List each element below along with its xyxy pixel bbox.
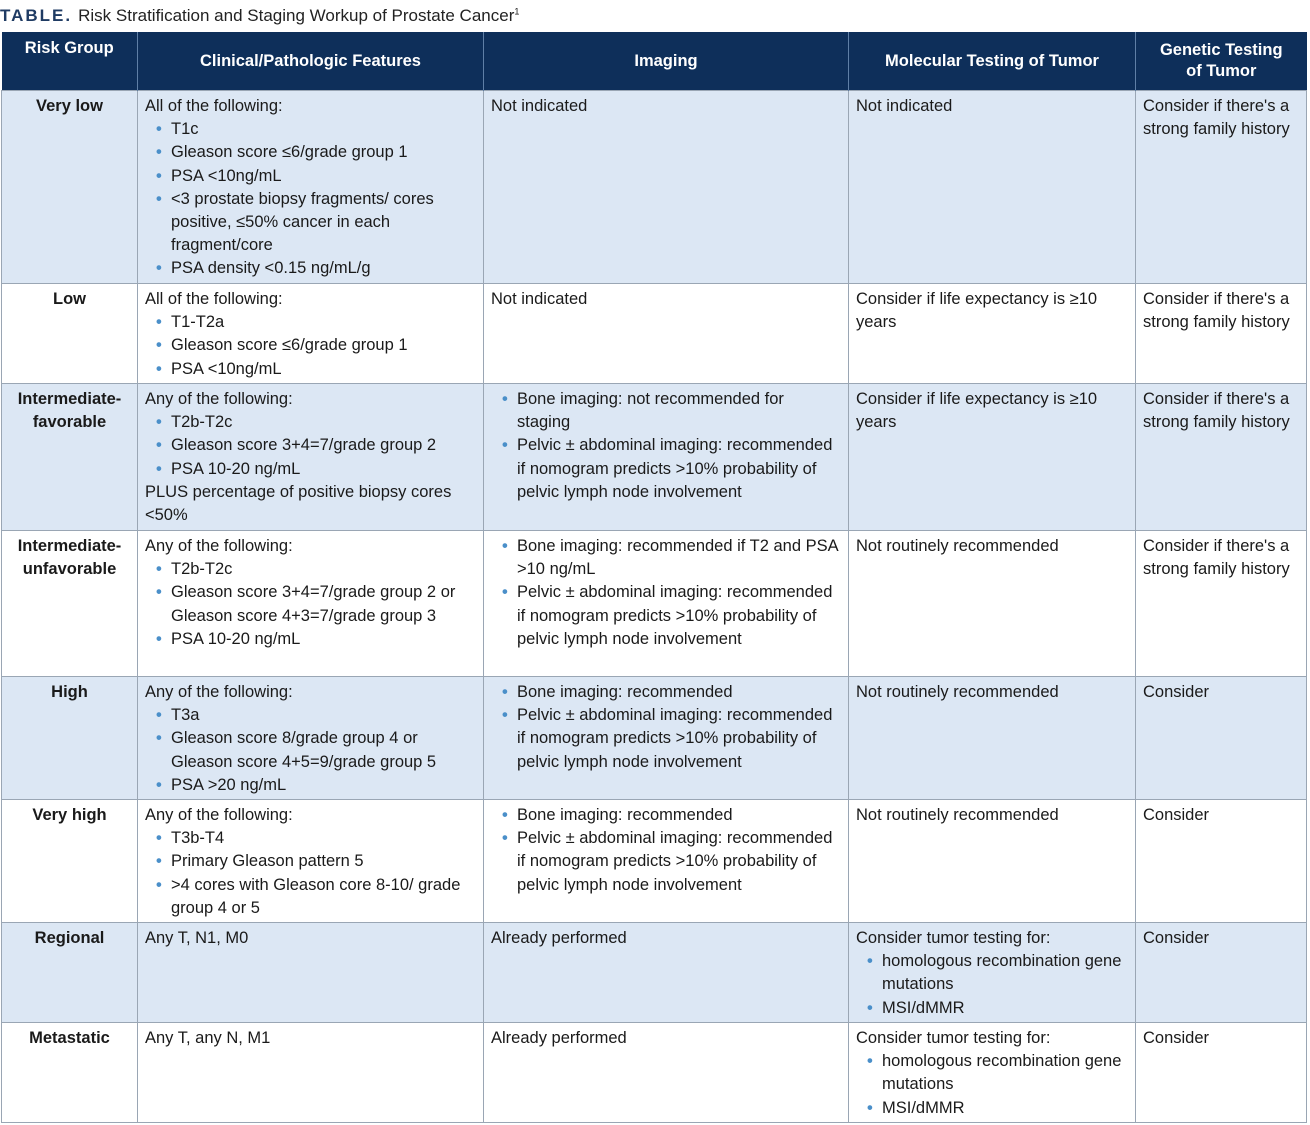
imaging-item: • Pelvic ± abdominal imaging: recommended if nomogram predicts >10% probability of pelvic lymph node involvement: [491, 827, 841, 897]
imaging-item: • Pelvic ± abdominal imaging: recommended if nomogram predicts >10% probability of pelvic lymph node involvement: [491, 704, 841, 774]
clinical-cell: [138, 1023, 484, 1123]
clinical-cell: [138, 284, 484, 384]
genetic-cell: Consider: [1136, 800, 1307, 923]
molecular-text: Consider if life expectancy is ≥10 years: [856, 290, 1098, 332]
molecular-text: Not indicated: [856, 97, 953, 115]
clinical-cell: [138, 384, 484, 531]
genetic-cell: Consider if there's a strong family history: [1136, 284, 1307, 384]
risk-group-cell: Intermediate-unfavorable: [2, 531, 138, 677]
molecular-cell: [849, 677, 1136, 800]
clinical-list: [145, 118, 476, 280]
risk-group-cell: High: [2, 677, 138, 800]
molecular-cell: [849, 91, 1136, 284]
clinical-list: [145, 311, 476, 381]
table-row: [2, 677, 1307, 800]
imaging-item: • Bone imaging: recommended: [491, 681, 841, 704]
clinical-item: • PSA density <0.15 ng/mL/g: [145, 257, 476, 280]
imaging-cell: [484, 384, 849, 531]
clinical-cell: [138, 531, 484, 677]
molecular-text: Not routinely recommended: [856, 683, 1059, 701]
molecular-cell: [849, 1023, 1136, 1123]
imaging-item: • Pelvic ± abdominal imaging: recommended if nomogram predicts >10% probability of pelvic lymph node involvement: [491, 434, 841, 504]
header-genetic-line2: of Tumor: [1186, 62, 1257, 80]
clinical-item: • T2b-T2c: [145, 558, 476, 581]
header-molecular: Molecular Testing of Tumor: [849, 32, 1136, 91]
clinical-cell: [138, 91, 484, 284]
imaging-cell: [484, 677, 849, 800]
genetic-cell: Consider: [1136, 1023, 1307, 1123]
imaging-text: Already performed: [491, 1029, 627, 1047]
imaging-item: • Pelvic ± abdominal imaging: recommended if nomogram predicts >10% probability of pelvic lymph node involvement: [491, 581, 841, 651]
clinical-item: • Gleason score 3+4=7/grade group 2: [145, 434, 476, 457]
clinical-item: • Gleason score 8/grade group 4 or Gleason score 4+5=9/grade group 5: [145, 727, 476, 773]
molecular-text: Not routinely recommended: [856, 806, 1059, 824]
header-clinical: Clinical/Pathologic Features: [138, 32, 484, 91]
imaging-list: [491, 388, 841, 504]
imaging-list: [491, 535, 841, 651]
clinical-list: [145, 558, 476, 651]
clinical-item: • <3 prostate biopsy fragments/ cores positive, ≤50% cancer in each fragment/core: [145, 188, 476, 258]
risk-group-cell: Low: [2, 284, 138, 384]
clinical-list: [145, 704, 476, 797]
table-row: [2, 384, 1307, 531]
imaging-text: Not indicated: [491, 97, 588, 115]
molecular-cell: [849, 284, 1136, 384]
clinical-item: • PSA >20 ng/mL: [145, 774, 476, 797]
clinical-item: • PSA <10ng/mL: [145, 358, 476, 381]
genetic-cell: Consider if there's a strong family history: [1136, 91, 1307, 284]
imaging-cell: [484, 531, 849, 677]
header-genetic: [1136, 32, 1307, 91]
molecular-text: Not routinely recommended: [856, 537, 1059, 555]
table-label: TABLE.: [0, 6, 73, 25]
imaging-cell: [484, 1023, 849, 1123]
genetic-cell: Consider: [1136, 923, 1307, 1023]
molecular-item: • homologous recombination gene mutations: [856, 950, 1128, 996]
clinical-item: • PSA 10-20 ng/mL: [145, 628, 476, 651]
clinical-cell: [138, 677, 484, 800]
risk-group-cell: Regional: [2, 923, 138, 1023]
imaging-item: • Bone imaging: recommended if T2 and PSA >10 ng/mL: [491, 535, 841, 581]
risk-group-cell: Very high: [2, 800, 138, 923]
table-row: [2, 800, 1307, 923]
header-imaging: Imaging: [484, 32, 849, 91]
table-row: [2, 531, 1307, 677]
clinical-intro: Any T, any N, M1: [145, 1029, 271, 1047]
imaging-item: • Bone imaging: not recommended for staging: [491, 388, 841, 434]
risk-group-cell: Very low: [2, 91, 138, 284]
clinical-item: • T3a: [145, 704, 476, 727]
imaging-cell: [484, 284, 849, 384]
clinical-item: • T1-T2a: [145, 311, 476, 334]
genetic-cell: Consider: [1136, 677, 1307, 800]
imaging-list: [491, 681, 841, 774]
clinical-item: • T2b-T2c: [145, 411, 476, 434]
clinical-item: • Primary Gleason pattern 5: [145, 850, 476, 873]
header-risk-group: Risk Group: [2, 32, 138, 91]
imaging-text: Not indicated: [491, 290, 588, 308]
clinical-item: • >4 cores with Gleason core 8-10/ grade group 4 or 5: [145, 874, 476, 920]
molecular-list: [856, 1050, 1128, 1120]
clinical-intro: Any of the following:: [145, 683, 293, 701]
header-genetic-line1: Genetic Testing: [1159, 41, 1283, 59]
clinical-cell: [138, 923, 484, 1023]
genetic-cell: Consider if there's a strong family history: [1136, 531, 1307, 677]
table-caption: [0, 6, 519, 26]
imaging-cell: [484, 91, 849, 284]
molecular-text: Consider tumor testing for:: [856, 929, 1051, 947]
table-row: [2, 923, 1307, 1023]
clinical-intro: All of the following:: [145, 97, 283, 115]
imaging-cell: [484, 923, 849, 1023]
clinical-intro: Any of the following:: [145, 390, 293, 408]
clinical-item: • T1c: [145, 118, 476, 141]
imaging-list: [491, 804, 841, 897]
risk-table: [1, 32, 1307, 1123]
molecular-item: • MSI/dMMR: [856, 1097, 1128, 1120]
table-row: [2, 284, 1307, 384]
clinical-item: • PSA 10-20 ng/mL: [145, 458, 476, 481]
table-body: [2, 91, 1307, 1123]
clinical-item: • PSA <10ng/mL: [145, 165, 476, 188]
molecular-text: Consider tumor testing for:: [856, 1029, 1051, 1047]
molecular-cell: [849, 923, 1136, 1023]
clinical-intro: Any of the following:: [145, 537, 293, 555]
clinical-intro: Any of the following:: [145, 806, 293, 824]
genetic-cell: Consider if there's a strong family history: [1136, 384, 1307, 531]
clinical-list: [145, 827, 476, 920]
clinical-intro: All of the following:: [145, 290, 283, 308]
clinical-intro: Any T, N1, M0: [145, 929, 249, 947]
clinical-item: • Gleason score 3+4=7/grade group 2 or Gleason score 4+3=7/grade group 3: [145, 581, 476, 627]
clinical-list: [145, 411, 476, 481]
table-row: [2, 91, 1307, 284]
molecular-cell: [849, 800, 1136, 923]
table-title: Risk Stratification and Staging Workup of Prostate Cancer: [78, 6, 515, 25]
molecular-cell: [849, 531, 1136, 677]
imaging-text: Already performed: [491, 929, 627, 947]
molecular-list: [856, 950, 1128, 1020]
risk-group-cell: Intermediate-favorable: [2, 384, 138, 531]
clinical-cell: [138, 800, 484, 923]
imaging-cell: [484, 800, 849, 923]
molecular-item: • homologous recombination gene mutations: [856, 1050, 1128, 1096]
reference-marker: 1: [514, 6, 520, 17]
risk-group-cell: Metastatic: [2, 1023, 138, 1123]
molecular-text: Consider if life expectancy is ≥10 years: [856, 390, 1098, 432]
clinical-item: • T3b-T4: [145, 827, 476, 850]
table-row: [2, 1023, 1307, 1123]
clinical-item: • Gleason score ≤6/grade group 1: [145, 334, 476, 357]
clinical-item: • Gleason score ≤6/grade group 1: [145, 141, 476, 164]
molecular-item: • MSI/dMMR: [856, 997, 1128, 1020]
clinical-outro: PLUS percentage of positive biopsy cores <50%: [145, 482, 452, 525]
header-row: [2, 32, 1307, 91]
molecular-cell: [849, 384, 1136, 531]
imaging-item: • Bone imaging: recommended: [491, 804, 841, 827]
